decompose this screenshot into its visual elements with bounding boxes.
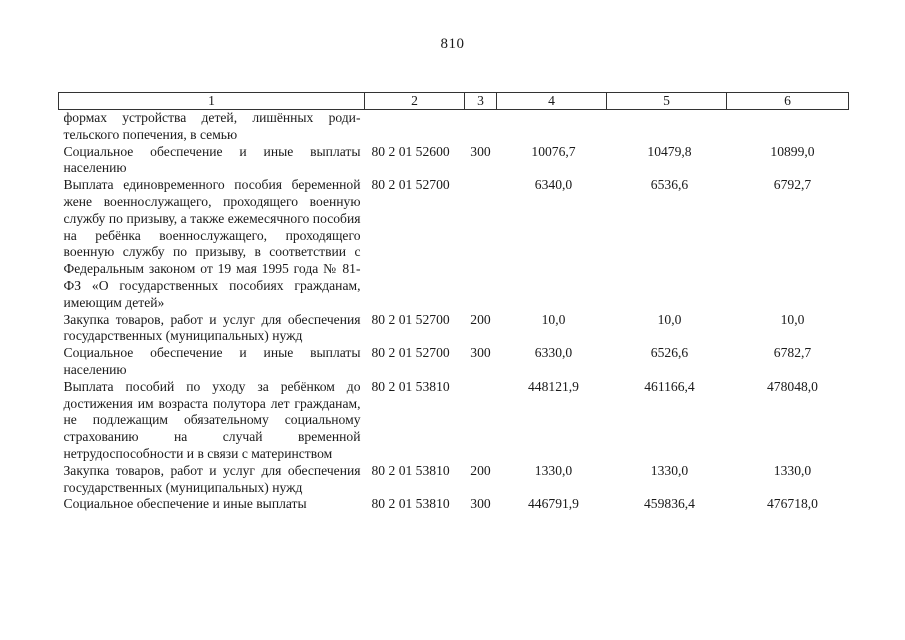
table-row	[59, 463, 849, 497]
header-col-4: 4	[497, 93, 607, 110]
row-value-5	[607, 110, 727, 144]
row-value-5: 10,0	[657, 311, 682, 327]
row-type: 200	[470, 311, 491, 327]
row-value-6	[727, 110, 849, 144]
row-value-6: 10,0	[780, 311, 805, 327]
row-code: 80 2 01 52700	[371, 311, 450, 327]
table-row	[59, 345, 849, 379]
header-col-5: 5	[607, 93, 727, 110]
row-type	[465, 110, 497, 144]
row-value-4: 446791,9	[528, 496, 579, 512]
header-col-6: 6	[727, 93, 849, 110]
row-code: 80 2 01 53810	[371, 496, 450, 512]
row-name: Закупка товаров, работ и услуг для обеспечения государственных (муниципальных) нужд	[63, 311, 361, 344]
row-value-4: 6340,0	[534, 177, 573, 193]
row-value-5: 6536,6	[650, 177, 689, 193]
row-code: 80 2 01 52700	[371, 177, 450, 193]
budget-table	[58, 92, 849, 513]
table-row	[59, 379, 849, 463]
row-type: 300	[470, 496, 491, 512]
row-name: Выплата пособий по уходу за ребёнком до достижения им возраста полутора лет гражданам, не подлежащим обязательному социальному страхованию на случай временной нетрудоспособности и в связи с материнством	[63, 378, 361, 461]
row-value-4: 1330,0	[534, 462, 573, 478]
table-row	[59, 177, 849, 311]
row-code: 80 2 01 52600	[371, 143, 450, 159]
row-value-6: 6792,7	[773, 177, 812, 193]
row-value-6: 6782,7	[773, 345, 812, 361]
row-type: 300	[470, 143, 491, 159]
row-value-6: 476718,0	[767, 496, 818, 512]
row-type	[465, 177, 497, 311]
row-code: 80 2 01 53810	[371, 462, 450, 478]
row-name: формах устройства детей, лишённых родительского попечения, в семью	[63, 110, 361, 142]
row-code: 80 2 01 52700	[371, 345, 450, 361]
row-code: 80 2 01 53810	[371, 378, 450, 394]
row-name: Социальное обеспечение и иные выплаты населению	[63, 143, 361, 176]
page-number: 810	[440, 36, 465, 52]
row-value-4	[497, 110, 607, 144]
row-value-4: 6330,0	[534, 345, 573, 361]
row-value-6: 10899,0	[770, 143, 815, 159]
row-value-4: 10,0	[541, 311, 566, 327]
table-row	[59, 312, 849, 346]
header-col-1: 1	[59, 93, 365, 110]
row-name: Выплата единовременного пособия беременной жене военнослужащего, проходящего военную службу по призыву, а также ежемесячного пособия на ребёнка военнослужащего, проходящего военную службу по призыву, в соответствии с Федеральным законом от 19 мая 1995 года № 81-ФЗ «О государственных пособиях гражданам, имеющим детей»	[63, 177, 361, 310]
row-value-5: 459836,4	[644, 496, 695, 512]
row-value-4: 448121,9	[528, 378, 579, 394]
row-value-5: 10479,8	[647, 143, 692, 159]
row-type: 200	[470, 462, 491, 478]
row-value-4: 10076,7	[531, 143, 576, 159]
table-row	[59, 110, 849, 144]
header-col-2: 2	[365, 93, 465, 110]
row-type	[465, 379, 497, 463]
row-name: Социальное обеспечение и иные выплаты	[63, 496, 307, 512]
table-row	[59, 144, 849, 178]
row-value-6: 478048,0	[767, 378, 818, 394]
header-row	[59, 93, 849, 110]
row-value-5: 461166,4	[644, 378, 695, 394]
row-name: Социальное обеспечение и иные выплаты населению	[63, 345, 361, 377]
table-row	[59, 496, 849, 513]
row-value-5: 1330,0	[650, 462, 689, 478]
row-name: Закупка товаров, работ и услуг для обеспечения государственных (муниципальных) нужд	[63, 462, 361, 495]
header-col-3: 3	[465, 93, 497, 110]
row-type: 300	[470, 345, 491, 361]
row-value-5: 6526,6	[650, 345, 689, 361]
row-code	[365, 110, 465, 144]
row-value-6: 1330,0	[773, 462, 812, 478]
